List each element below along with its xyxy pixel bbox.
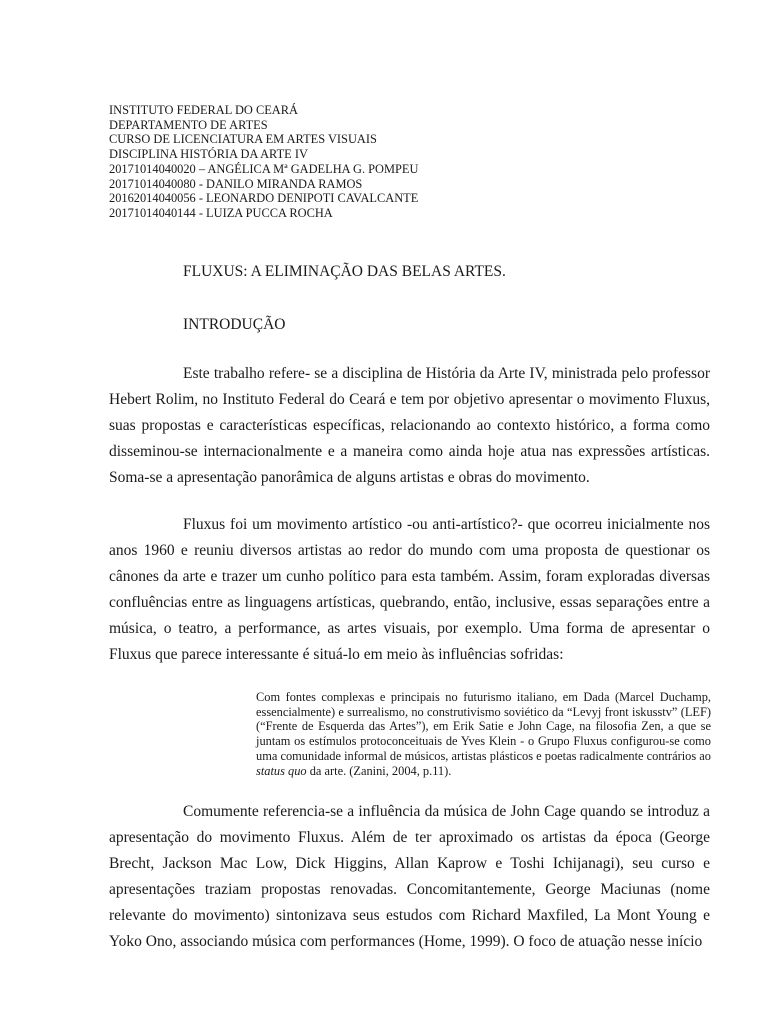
header-line-discipline: DISCIPLINA HISTÓRIA DA ARTE IV: [109, 147, 308, 162]
section-heading-introduction: INTRODUÇÃO: [183, 316, 286, 333]
header-line-student: 20162014040056 - LEONARDO DENIPOTI CAVALCANTE: [109, 191, 419, 206]
header-line-student: 20171014040020 – ANGÉLICA Mª GADELHA G. POMPEU: [109, 161, 419, 176]
header-line-student: 20171014040080 - DANILO MIRANDA RAMOS: [109, 176, 363, 191]
header-line-institute: INSTITUTO FEDERAL DO CEARÁ: [109, 103, 298, 117]
quote-emphasis: status quo: [256, 763, 307, 778]
header-line-department: DEPARTAMENTO DE ARTES: [109, 117, 268, 132]
header-line-course: CURSO DE LICENCIATURA EM ARTES VISUAIS: [109, 132, 377, 147]
block-quote: [256, 690, 711, 778]
header-line-student: 20171014040144 - LUIZA PUCCA ROCHA: [109, 205, 333, 220]
institution-header: [109, 103, 709, 221]
quote-citation: da arte. (Zanini, 2004, p.11).: [306, 763, 452, 778]
body-paragraph: Comumente referencia-se a influência da música de John Cage quando se introduz a apresentação do movimento Fluxus. Além de ter aproximado os artistas da época (George Brecht, Jackson Mac Low, Dick Higgins, Allan Kaprow e Toshi Ichijanagi), seu curso e apresentações traziam propostas renovadas. Concomitantemente, George Maciunas (nome relevante do movimento) sintonizava seus estudos com Richard Maxfiled, La Mont Young e Yoko Ono, associando música com performances (Home, 1999). O foco de atuação nesse início: [109, 803, 710, 950]
document-title: FLUXUS: A ELIMINAÇÃO DAS BELAS ARTES.: [183, 263, 506, 280]
quote-text: Com fontes complexas e principais no futurismo italiano, em Dada (Marcel Duchamp, essencialmente) e surrealismo, no construtivismo soviético da “Levyj front iskusstv” (LEF) (“Frente de Esquerda das Artes”), em Erik Satie e John Cage, na filosofia Zen, a que se juntam os estímulos protoconceituais de Yves Klein - o Grupo Fluxus configurou-se como uma comunidade informal de músicos, artistas plásticos e poetas radicalmente contrários ao: [256, 690, 711, 763]
body-paragraph: Fluxus foi um movimento artístico -ou anti-artístico?- que ocorreu inicialmente nos anos 1960 e reuniu diversos artistas ao redor do mundo com uma proposta de questionar os cânones da arte e trazer um cunho político para esta também. Assim, foram exploradas diversas confluências entre as linguagens artísticas, quebrando, então, inclusive, essas separações entre a música, o teatro, a performance, as artes visuais, por exemplo. Uma forma de apresentar o Fluxus que parece interessante é situá-lo em meio às influências sofridas:: [109, 516, 710, 663]
body-paragraph: Este trabalho refere- se a disciplina de História da Arte IV, ministrada pelo professor Hebert Rolim, no Instituto Federal do Ceará e tem por objetivo apresentar o movimento Fluxus, suas propostas e características específicas, relacionando ao contexto histórico, a forma como disseminou-se internacionalmente e a maneira como ainda hoje atua nas expressões artísticas. Soma-se a apresentação panorâmica de alguns artistas e obras do movimento.: [109, 365, 710, 486]
